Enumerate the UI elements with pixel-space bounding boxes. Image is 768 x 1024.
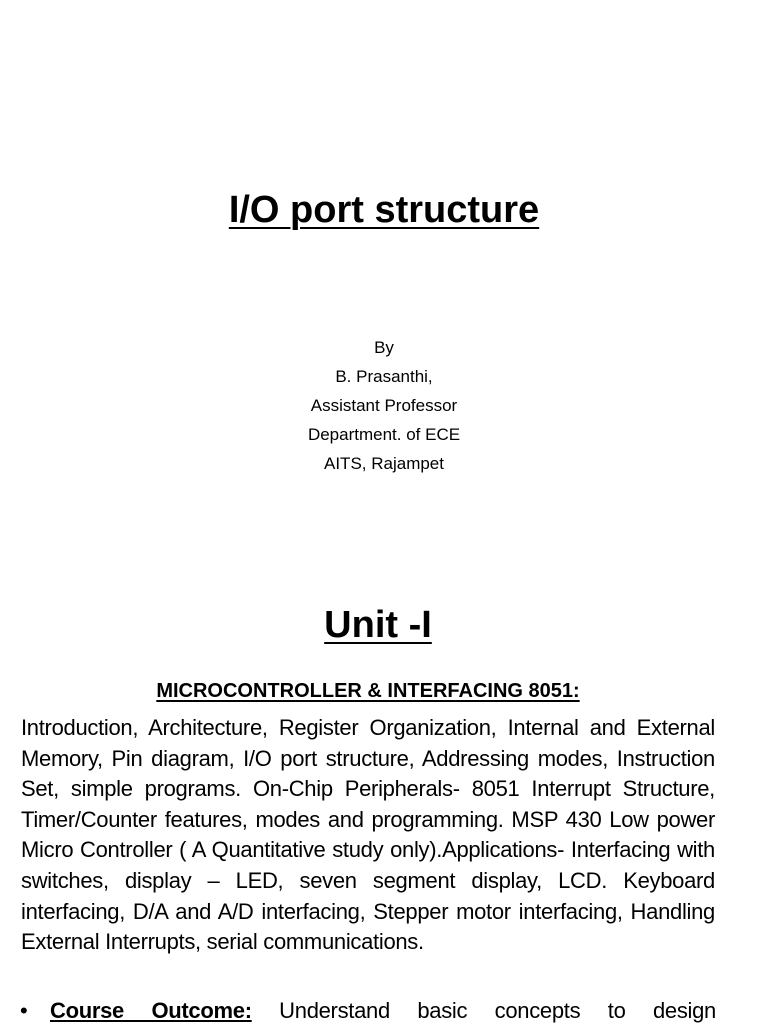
author-designation: Assistant Professor [310,396,458,415]
author-institution: AITS, Rajampet [324,454,444,473]
author-byline [0,333,768,478]
bullet-icon: • [20,998,28,1023]
course-outcome-body: Understand basic concepts to design [251,998,716,1023]
unit-subheading: MICROCONTROLLER & INTERFACING 8051: [156,680,580,702]
course-outcome-label: Course Outcome: [50,998,252,1023]
author-name: B. Prasanthi, [335,367,433,386]
byline-by: By [374,338,394,357]
course-outcome-text [50,996,716,1024]
author-department: Department. of ECE [307,425,461,444]
unit-slide [0,512,768,1024]
course-outcome-item [20,996,716,1024]
unit-heading: Unit -I [324,604,432,646]
syllabus-paragraph: Introduction, Architecture, Register Organization, Internal and External Memory, Pin diagram, I/O port structure, Addressing modes, Instruction Set, simple programs. On-Chip Peripherals- 8051 Interrupt Structure, Timer/Counter features, modes and programming. MSP 430 Low power Micro Controller ( A Quantitative study only).Applications- Interfacing with switches, display – LED, seven segment display, LCD. Keyboard interfacing, D/A and A/D interfacing, Stepper motor interfacing, Handling External Interrupts, serial communications. [21,715,715,955]
slide-title: I/O port structure [228,189,540,231]
